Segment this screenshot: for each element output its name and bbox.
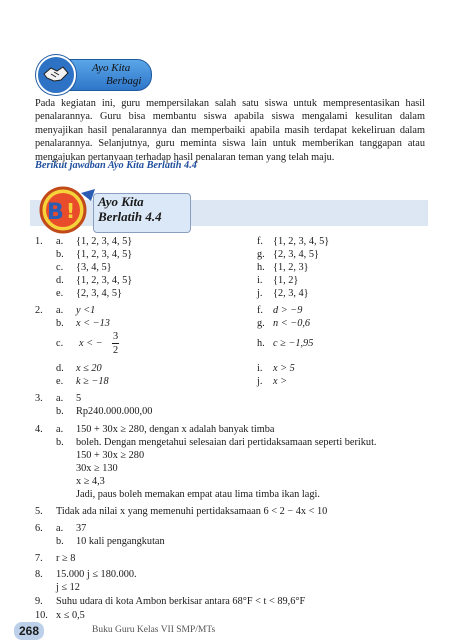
q2-i-label: i. [257, 363, 263, 374]
q1-g-label: g. [257, 249, 265, 260]
intro-paragraph: Pada kegiatan ini, guru mempersilakan salah satu siswa untuk mempresentasikan hasil penalarannya. Guru bisa membantu siswa apabila siswa mengalami kesulitan dalam menyajikan hasil penalarannya dan memperbaiki apabila masih terdapat kekeliruan dalam penalarannya. Selanjutnya, guru meminta siswa lain untuk memberikan tanggapan atau mengajukan pertanyaan terhadap hasil penalaran teman yang telah maju. [35, 98, 425, 163]
svg-text:!: ! [66, 199, 76, 223]
q3-b-answer: Rp240.000.000,00 [76, 406, 153, 417]
q1-b-label: b. [56, 249, 64, 260]
q1-d-label: d. [56, 275, 64, 286]
q4-conclusion: Jadi, paus boleh memakan empat atau lima timba ikan lagi. [76, 489, 320, 500]
q2-e-answer: k ≥ −18 [76, 376, 109, 387]
q2-c-denominator: 2 [113, 345, 119, 356]
q1-c-label: c. [56, 262, 64, 273]
q1-f-answer: {1, 2, 3, 4, 5} [273, 236, 330, 247]
q4-work-line1: 150 + 30x ≥ 280 [76, 450, 145, 461]
q2-h-label: h. [257, 338, 265, 349]
ayo-kita-berbagi-badge [36, 55, 154, 93]
q1-g-answer: {2, 3, 4, 5} [273, 249, 319, 260]
q5-answer: Tidak ada nilai x yang memenuhi pertidaksamaan 6 < 2 − 4x < 10 [56, 506, 328, 517]
berlatih-title-line1: Ayo Kita [98, 194, 144, 209]
q2-h-answer: c ≥ −1,95 [273, 338, 314, 349]
q1-a-label: a. [56, 236, 64, 247]
q4-number: 4. [35, 424, 43, 435]
q2-f-label: f. [257, 305, 264, 316]
q1-f-label: f. [257, 236, 264, 247]
q2-d-label: d. [56, 363, 64, 374]
q5-number: 5. [35, 506, 43, 517]
q1-i-label: i. [257, 275, 263, 286]
q1-j-answer: {2, 3, 4} [273, 288, 309, 299]
q2-c-numerator: 3 [113, 331, 119, 342]
q4-work-line3: x ≥ 4,3 [76, 476, 105, 487]
handshake-icon [36, 55, 76, 95]
q3-b-label: b. [56, 406, 64, 417]
q2-g-label: g. [257, 318, 265, 329]
ayo-kita-berlatih-badge [33, 183, 193, 235]
q9-answer: Suhu udara di kota Ambon berkisar antara 68°F < t < 89,6°F [56, 596, 306, 607]
q1-d-answer: {1, 2, 3, 4, 5} [76, 275, 133, 286]
q2-number: 2. [35, 305, 43, 316]
q1-c-answer: {3, 4, 5} [76, 262, 112, 273]
q1-e-answer: {2, 3, 4, 5} [76, 288, 122, 299]
page-number: 268 [14, 622, 44, 640]
q4-work-line2: 30x ≥ 130 [76, 463, 118, 474]
q3-number: 3. [35, 393, 43, 404]
q2-b-label: b. [56, 318, 64, 329]
q1-h-label: h. [257, 262, 265, 273]
q2-i-answer: x > 5 [273, 363, 295, 374]
q2-f-answer: d > −9 [273, 305, 303, 316]
q10-answer: x ≤ 0,5 [56, 610, 85, 621]
q10-number: 10. [35, 610, 48, 621]
berbagi-title-line2: Berbagi [106, 75, 142, 87]
q1-e-label: e. [56, 288, 64, 299]
q1-number: 1. [35, 236, 43, 247]
answers-subheading: Berikut jawaban Ayo Kita Berlatih 4.4 [35, 160, 197, 171]
q6-b-answer: 10 kali pengangkutan [76, 536, 165, 547]
q4-b-answer: boleh. Dengan mengetahui selesaian dari pertidaksamaan seperti berikut. [76, 437, 377, 448]
q2-c-label: c. [56, 338, 64, 349]
q8-line1: 15.000 j ≤ 180.000. [56, 569, 137, 580]
q6-b-label: b. [56, 536, 64, 547]
q9-number: 9. [35, 596, 43, 607]
q4-a-answer: 150 + 30x ≥ 280, dengan x adalah banyak timba [76, 424, 275, 435]
q2-j-answer: x > [273, 376, 288, 387]
berbagi-title-line1: Ayo Kita [92, 62, 131, 74]
q2-a-label: a. [56, 305, 64, 316]
q1-b-answer: {1, 2, 3, 4, 5} [76, 249, 133, 260]
q2-j-label: j. [257, 376, 263, 387]
q3-a-answer: 5 [76, 393, 82, 404]
q8-number: 8. [35, 569, 43, 580]
q4-b-label: b. [56, 437, 64, 448]
q1-j-label: j. [257, 288, 263, 299]
q6-number: 6. [35, 523, 43, 534]
q8-line2: j ≤ 12 [56, 582, 80, 593]
q1-h-answer: {1, 2, 3} [273, 262, 309, 273]
q6-a-label: a. [56, 523, 64, 534]
q2-c-lhs: x < − [79, 338, 103, 349]
berlatih-title-line2: Berlatih 4.4 [98, 209, 162, 224]
q2-c-fraction [112, 330, 119, 357]
footer-book-title: Buku Guru Kelas VII SMP/MTs [92, 625, 216, 635]
q7-number: 7. [35, 553, 43, 564]
svg-text:B: B [47, 200, 64, 225]
q7-answer: r ≥ 8 [56, 553, 76, 564]
q2-e-label: e. [56, 376, 64, 387]
q4-a-label: a. [56, 424, 64, 435]
q2-b-answer: x < −13 [76, 318, 110, 329]
q3-a-label: a. [56, 393, 64, 404]
q2-a-answer: y <1 [76, 305, 96, 316]
q6-a-answer: 37 [76, 523, 87, 534]
q2-d-answer: x ≤ 20 [76, 363, 102, 374]
q1-i-answer: {1, 2} [273, 275, 299, 286]
berlatih-logo-icon [33, 183, 99, 235]
q2-g-answer: n < −0,6 [273, 318, 311, 329]
q1-a-answer: {1, 2, 3, 4, 5} [76, 236, 133, 247]
